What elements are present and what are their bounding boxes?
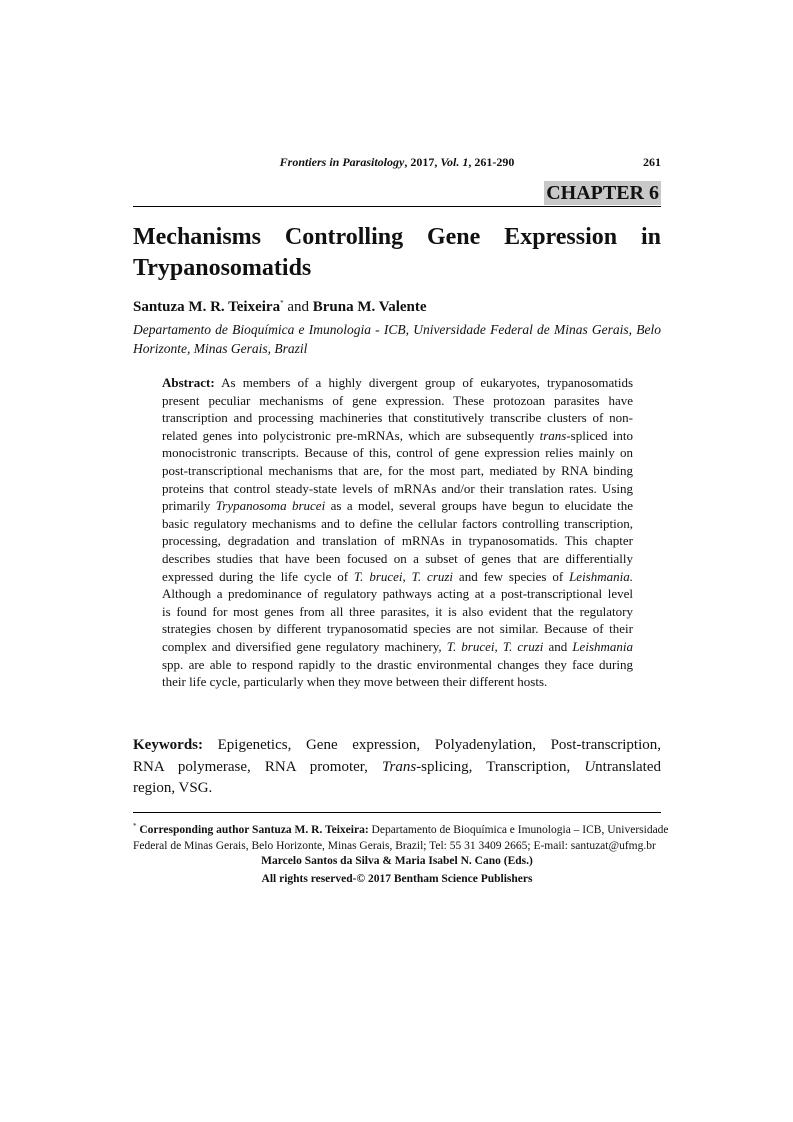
abstract-text: related genes into polycistronic pre-mRNAs, which are subsequently (162, 427, 540, 443)
journal-volume: Vol. 1 (440, 155, 469, 169)
abstract-line (162, 550, 633, 568)
keywords-text: U (584, 758, 596, 775)
abstract-line (162, 656, 633, 674)
journal-name: Frontiers in Parasitology (279, 155, 405, 169)
journal-year: , 2017, (404, 155, 441, 169)
keywords (133, 735, 661, 800)
affiliation-line: Horizonte, Minas Gerais, Brazil (133, 340, 308, 356)
editors-block (133, 853, 661, 888)
abstract-text: post-transcriptional mechanisms that are, for the most part, mediated by RNA binding (162, 462, 633, 478)
abstract-text: primarily (162, 498, 216, 514)
abstract-text: processing, degradation and translation of mRNAs in trypanosomatids. This chapter (162, 533, 633, 549)
title-line: Trypanosomatids (133, 255, 312, 281)
footnote-rule (133, 812, 661, 813)
header-rule (133, 206, 661, 207)
keywords-text: ntranslated (595, 758, 661, 775)
keywords-text: Trans (381, 758, 417, 775)
abstract-text: Leishmania (572, 638, 633, 654)
abstract-text: Although a predominance of regulatory pathways acting at a post-transcriptional level (162, 586, 633, 602)
abstract (162, 374, 633, 691)
abstract-text: Abstract: (162, 375, 215, 390)
footnote-text: Departamento de Bioquímica e Imunologia – ICB, Universidade (368, 823, 669, 836)
page-number: 261 (643, 155, 661, 169)
abstract-text: Leishmania. (569, 568, 633, 584)
abstract-line (162, 515, 633, 533)
footnote-label: Corresponding author Santuza M. R. Teixeira: (136, 823, 369, 836)
abstract-text: transcription and processing machineries that constitutively transcribe clusters of non- (162, 410, 633, 426)
affiliation-line: Departamento de Bioquímica e Imunologia - ICB, Universidade Federal de Minas Gerais, Belo (133, 322, 661, 337)
abstract-text: as a model, several groups have begun to elucidate the (325, 498, 633, 514)
abstract-text: is found for most genes from all three parasites, it is also evident that the regulatory (162, 603, 633, 619)
abstract-text: -spliced into (566, 427, 633, 443)
affiliation (133, 321, 661, 358)
journal-pages: , 261-290 (468, 155, 515, 169)
running-header (133, 155, 661, 170)
editors: Marcelo Santos da Silva & Maria Isabel N. Cano (Eds.) (261, 855, 533, 867)
abstract-text: proteins that control steady-state levels of mRNAs and/or their translation rates. Using (162, 480, 633, 496)
author: Santuza M. R. Teixeira (133, 299, 281, 315)
footnote-mark: * (133, 822, 137, 830)
abstract-line (162, 497, 633, 515)
abstract-line (162, 585, 633, 603)
abstract-line (162, 673, 633, 691)
abstract-text: complex and diversified gene regulatory machinery, (162, 638, 447, 654)
abstract-text: As members of a highly divergent group of eukaryotes, trypanosomatids (214, 375, 633, 390)
footnote-mark: * (280, 299, 284, 307)
abstract-line (162, 392, 633, 410)
footnote-text: Federal de Minas Gerais, Belo Horizonte, Minas Gerais, Brazil; Tel: 55 31 3409 2665; E-mail: santuzat@ufmg.br (133, 839, 656, 852)
keywords-line (133, 757, 661, 779)
keywords-text: region, VSG. (133, 780, 213, 796)
abstract-text: T. brucei, T. cruzi (353, 568, 454, 584)
abstract-line (162, 374, 633, 392)
copyright: All rights reserved-© 2017 Bentham Science Publishers (261, 872, 533, 885)
footnote (133, 818, 669, 854)
keywords-line (133, 735, 661, 757)
abstract-line (162, 568, 633, 586)
abstract-line (162, 638, 633, 656)
abstract-text: monocistronic transcripts. Because of this, control of gene expression relies mainly on (162, 445, 633, 461)
abstract-text: spp. are able to respond rapidly to the drastic environmental changes they face during (162, 656, 633, 672)
keywords-text: -splicing, Transcription, (416, 758, 585, 775)
abstract-line (162, 620, 633, 638)
keywords-text: Epigenetics, Gene expression, Polyadenylation, Post-transcription, (203, 737, 661, 753)
abstract-text: present peculiar mechanisms of gene expression. These protozoan parasites have (162, 392, 633, 408)
keywords-text: RNA polymerase, RNA promoter, (133, 758, 382, 775)
abstract-line (162, 462, 633, 480)
abstract-text: describes studies that have been focused on a subset of genes that are differentially (162, 550, 633, 566)
abstract-line (162, 409, 633, 427)
abstract-line (162, 532, 633, 550)
abstract-text: strategies chosen by different trypanosomatid species are not similar. Because of their (162, 621, 633, 637)
abstract-text: and (543, 638, 573, 654)
keywords-text: Keywords: (133, 737, 203, 753)
abstract-line (162, 603, 633, 621)
author: Bruna M. Valente (312, 299, 427, 315)
keywords-line (133, 778, 661, 800)
abstract-text: basic regulatory mechanisms and to define the cellular factors controlling transcription, (162, 515, 633, 531)
abstract-line (162, 427, 633, 445)
chapter-label: CHAPTER 6 (546, 182, 659, 204)
abstract-text: T. brucei, T. cruzi (446, 638, 544, 654)
abstract-line (162, 444, 633, 462)
authors (133, 299, 427, 316)
abstract-text: expressed during the life cycle of (162, 568, 354, 584)
author-conjunction: and (283, 299, 313, 315)
abstract-text: trans (539, 427, 567, 443)
title-line: Mechanisms Controlling Gene Expression in (133, 224, 661, 250)
abstract-text: and few species of (453, 568, 570, 584)
abstract-line (162, 480, 633, 498)
chapter-title (133, 222, 661, 284)
abstract-text: their life cycle, particularly when they move between their different hosts. (162, 674, 548, 690)
abstract-text: Trypanosoma brucei (215, 498, 326, 514)
